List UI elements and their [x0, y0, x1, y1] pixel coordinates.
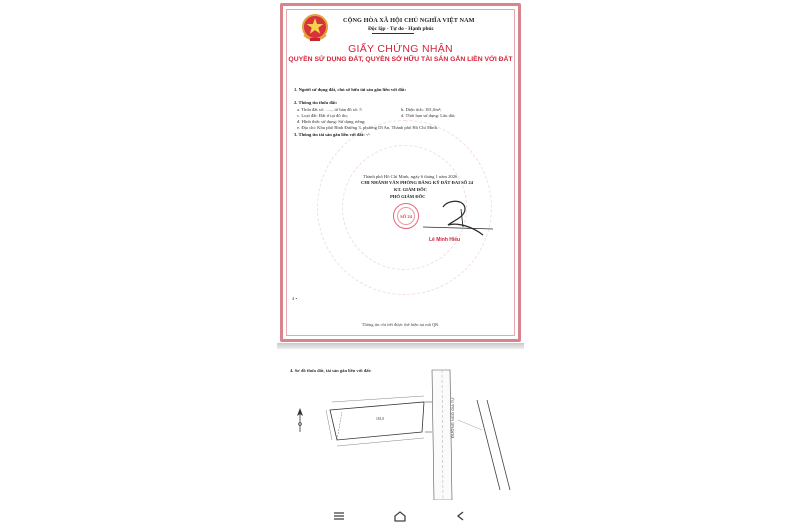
certificate-page — [277, 0, 524, 345]
menu-lines-icon[interactable] — [331, 509, 347, 523]
issuing-office: CHI NHÁNH VĂN PHÒNG ĐĂNG KÝ ĐẤT ĐAI SỐ 24 — [361, 180, 474, 185]
national-motto: Độc lập - Tự do - Hạnh phúc — [368, 26, 434, 32]
motto-underline — [372, 33, 414, 34]
phone-navigation-bar — [277, 502, 524, 530]
sketch-title: 4. Sơ đồ thửa đất, tài sản gắn liền với đất: — [290, 368, 372, 373]
svg-text:ĐƯỜNG NGÔ GIA TỰ: ĐƯỜNG NGÔ GIA TỰ — [450, 397, 455, 438]
road-band — [432, 370, 452, 500]
home-icon[interactable] — [392, 509, 408, 523]
deputy-director: PHÓ GIÁM ĐỐC — [390, 194, 426, 199]
national-emblem-icon — [301, 13, 329, 43]
land-type: c. Loại đất: Đất ở tại đô thị; — [297, 113, 348, 118]
section-owner: 1. Người sử dụng đất, chủ sở hữu tài sản gắn liền với đất: — [294, 87, 407, 92]
parcel-number: a. Thửa đất số: ......, tờ bản đồ số: 5 — [297, 107, 362, 112]
on-behalf-director: KT. GIÁM ĐỐC — [394, 187, 427, 192]
parcel-address: e. Địa chỉ: Khu phố Bình Đường 3, phường Dĩ An, Thành phố Hồ Chí Minh. — [297, 125, 439, 130]
usage-form: đ. Hình thức sử dụng: Sử dụng riêng; — [297, 119, 366, 124]
parcel-outline — [330, 402, 424, 440]
parcel-sketch-page — [282, 360, 518, 500]
svg-text:181,0: 181,0 — [376, 417, 385, 421]
qr-note: Thông tin chi tiết được thể hiện tại mã QR. — [361, 322, 440, 327]
page-mark: 4 • — [292, 296, 298, 301]
signer-name: Lê Minh Hiếu — [429, 237, 461, 243]
certificate-subtitle: QUYỀN SỬ DỤNG ĐẤT, QUYỀN SỞ HỮU TÀI SẢN GẮN LIỀN VỚI ĐẤT — [288, 56, 513, 63]
page-divider-shadow — [277, 343, 524, 349]
parcel-area: b. Diện tích: 181,0m²; — [401, 107, 442, 112]
issue-date: Thành phố Hồ Chí Minh, ngày 6 tháng 1 năm 2026 — [363, 174, 458, 179]
north-arrow-icon — [297, 408, 303, 432]
section-parcel-info: 2. Thông tin thửa đất: — [294, 100, 338, 105]
republic-heading: CỘNG HÒA XÃ HỘI CHỦ NGHĨA VIỆT NAM — [343, 17, 475, 24]
seal-number: SỐ 24 — [400, 214, 412, 219]
parcel-diagram — [282, 360, 518, 500]
section-assets: 3. Thông tin tài sản gắn liền với đất: -/- — [294, 132, 371, 137]
certificate-title: GIẤY CHỨNG NHẬN — [348, 43, 453, 55]
usage-term: d. Thời hạn sử dụng: Lâu dài; — [401, 113, 456, 118]
back-chevron-icon[interactable] — [453, 509, 469, 523]
